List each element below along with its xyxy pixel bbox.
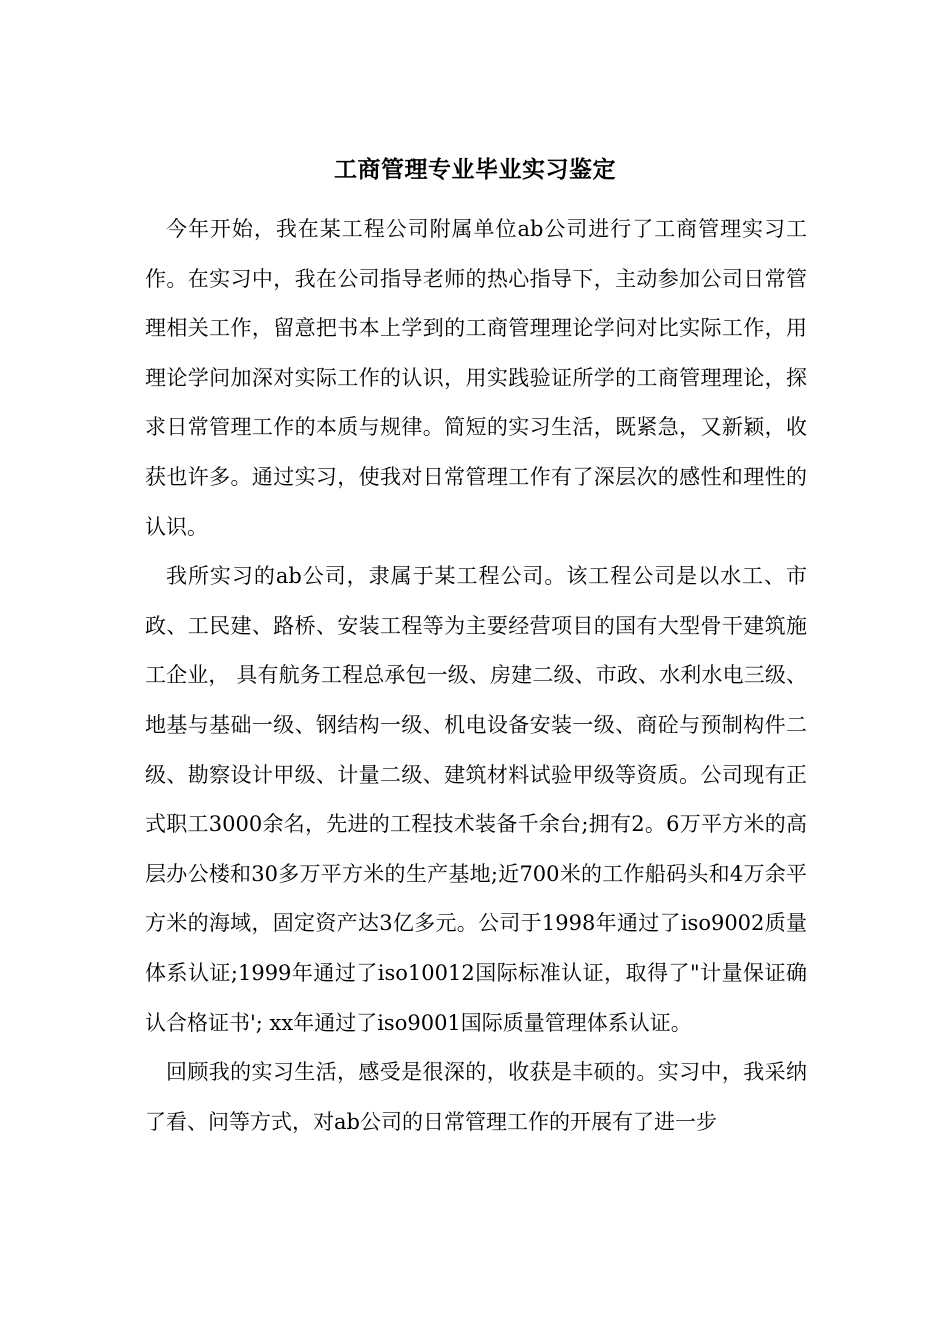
paragraph-review: 回顾我的实习生活，感受是很深的，收获是丰硕的。实习中，我采纳了看、问等方式，对ab公司的日常管理工作的开展有了进一步	[145, 1060, 807, 1134]
paragraph-company-profile: 我所实习的ab公司，隶属于某工程公司。该工程公司是以水工、市政、工民建、路桥、安装工程等为主要经营项目的国有大型骨干建筑施工企业， 具有航务工程总承包一级、房建二级、市政、水利水电三级、地基与基础一级、钢结构一级、机电设备安装一级、商砼与预制构件二级、勘察设计甲级、计量二级、建筑材料试验甲级等资质。公司现有正式职工3000余名，先进的工程技术装备千余台;拥有2。6万平方米的高层办公楼和30多万平方米的生产基地;近700米的工作船码头和4万余平方米的海域，固定资产达3亿多元。公司于1998年通过了iso9002质量体系认证;1999年通过了iso10012国际标准认证，取得了"计量保证确认合格证书'; xx年通过了iso9001国际质量管理体系认证。	[145, 564, 807, 1035]
document-body	[145, 205, 807, 1147]
paragraph-internship-intro: 今年开始，我在某工程公司附属单位ab公司进行了工商管理实习工作。在实习中，我在公司指导老师的热心指导下，主动参加公司日常管理相关工作，留意把书本上学到的工商管理理论学问对比实际工作，用理论学问加深对实际工作的认识，用实践验证所学的工商管理理论，探求日常管理工作的本质与规律。简短的实习生活，既紧急，又新颖，收获也许多。通过实习，使我对日常管理工作有了深层次的感性和理性的认识。	[145, 217, 807, 539]
document-title: 工商管理专业毕业实习鉴定	[334, 157, 616, 183]
